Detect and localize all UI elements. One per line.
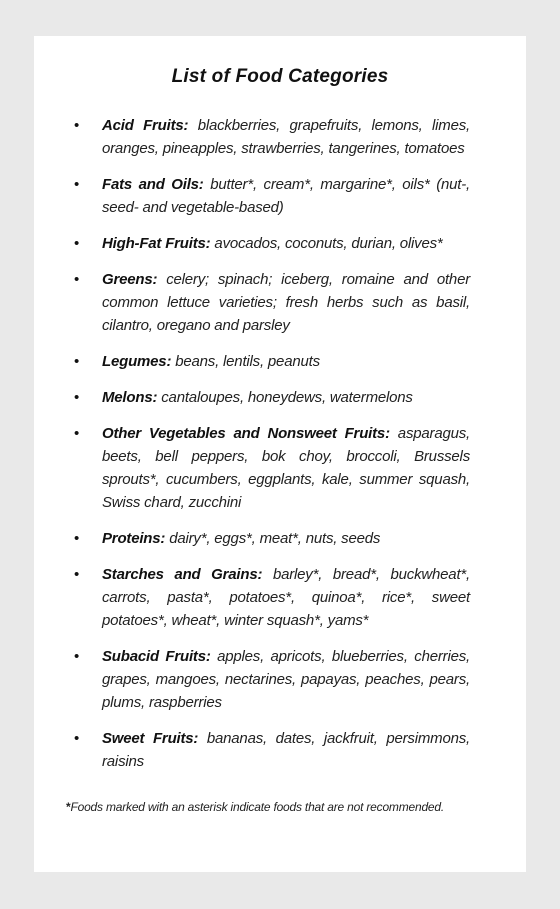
food-categories-card [34,36,526,872]
category-foods: barley*, bread*, buckwheat*, carrots, pasta*, potatoes*, quinoa*, rice*, sweet potatoes*, wheat*, winter squash*, yams* [102,566,471,629]
category-label: Melons: [102,389,158,406]
category-label: Greens: [102,271,158,288]
list-item [72,727,470,773]
category-label: Sweet Fruits: [102,730,199,747]
list-item [72,645,470,714]
bullet-icon: • [74,648,80,665]
category-foods: beans, lentils, peanuts [175,353,320,370]
list-item [72,173,470,219]
category-label: Legumes: [102,353,172,370]
category-label: Subacid Fruits: [102,648,211,665]
list-item [72,527,470,550]
page-title: List of Food Categories [171,66,389,87]
bullet-icon: • [74,566,80,583]
category-label: Other Vegetables and Nonsweet Fruits: [102,425,390,442]
category-foods: apples, apricots, blueberries, cherries, grapes, mangoes, nectarines, papayas, peaches, pears, plums, raspberries [102,648,470,711]
list-item [72,350,470,373]
footnote-text: Foods marked with an asterisk indicate foods that are not recommended. [70,800,445,814]
footnote [66,800,502,814]
bullet-icon: • [74,235,80,252]
bullet-icon: • [74,425,80,442]
bullet-icon: • [74,389,80,406]
category-foods: blackberries, grapefruits, lemons, limes, oranges, pineapples, strawberries, tangerines, tomatoes [102,117,470,157]
list-item [72,114,470,160]
category-label: High-Fat Fruits: [102,235,211,252]
category-foods: bananas, dates, jackfruit, persimmons, raisins [102,730,470,770]
food-category-list [72,114,470,786]
category-label: Starches and Grains: [102,566,263,583]
bullet-icon: • [74,117,80,134]
category-foods: dairy*, eggs*, meat*, nuts, seeds [169,530,381,547]
category-foods: butter*, cream*, margarine*, oils* (nut-, seed- and vegetable-based) [102,176,471,216]
bullet-icon: • [74,176,80,193]
category-foods: avocados, coconuts, durian, olives* [214,235,443,252]
category-label: Acid Fruits: [102,117,189,134]
bullet-icon: • [74,730,80,747]
list-item [72,422,470,514]
category-foods: cantaloupes, honeydews, watermelons [161,389,413,406]
bullet-icon: • [74,271,80,288]
list-item [72,386,470,409]
category-foods: celery; spinach; iceberg, romaine and other common lettuce varieties; fresh herbs such as basil, cilantro, oregano and parsley [102,271,471,334]
list-item [72,563,470,632]
category-label: Fats and Oils: [102,176,204,193]
footnote-marker: * [66,800,71,814]
category-foods: asparagus, beets, bell peppers, bok choy, broccoli, Brussels sprouts*, cucumbers, eggplants, kale, summer squash, Swiss chard, zucchini [102,425,471,511]
list-item [72,268,470,337]
bullet-icon: • [74,530,80,547]
list-item [72,232,470,255]
bullet-icon: • [74,353,80,370]
category-label: Proteins: [102,530,166,547]
